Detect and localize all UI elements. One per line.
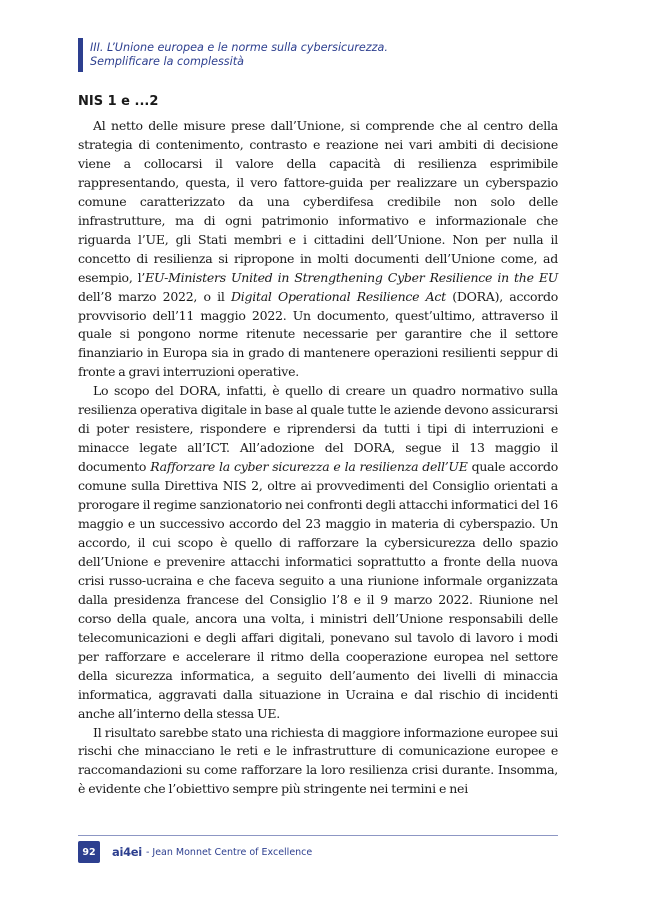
paragraph-2-italic-title: Rafforzare la cyber sicurezza e la resilienza dell’UE <box>150 459 468 475</box>
paragraph-3 <box>78 724 558 800</box>
paragraph-3-text: Il risultato sarebbe stato una richiesta di maggiore informazione europee sui rischi che minacciano le reti e le infrastrutture di comunicazione europee e raccomandazioni su come rafforzare la loro resilienza crisi durante. Insomma, è evidente che l’obiettivo sempre più stringente nei termini e nei <box>78 724 558 797</box>
running-header <box>78 38 388 72</box>
paragraph-2-text-a: Lo scopo del DORA, infatti, è quello di creare un quadro normativo sulla resilienza operativa digitale in base al quale tutte le aziende devono assicurarsi di poter resistere, rispondere e riprendersi da tutti i tipi di interruzioni e minacce legate all’ICT. All’adozione del DORA, segue il 13 maggio il documento <box>78 383 558 475</box>
footer-tagline: - Jean Monnet Centre of Excellence <box>145 846 313 858</box>
paragraph-2-text-c: quale accordo comune sulla Direttiva NIS 2, oltre ai provvedimenti del Consiglio orientati a prorogare il regime sanzionatorio nei confronti degli attacchi informatici del 16 maggio e un successivo accordo del 23 maggio in materia di cyberspazio. Un accordo, il cui scopo è quello di rafforzare la cybersicurezza dello spazio dell’Unione e prevenire attacchi informatici soprattutto a fronte della nuova crisi russo-ucraina e che faceva seguito a una riunione informale organizzata dalla presidenza francese del Consiglio l’8 e il 9 marzo 2022. Riunione nel corso della quale, ancora una volta, i ministri dell’Unione responsabili delle telecomunicazioni e degli affari digitali, ponevano sul tavolo di lavoro i modi per rafforzare e accelerare il ritmo della cooperazione europea nel settore della sicurezza informatica, a seguito dell’aumento dei livelli di minaccia informatica, aggravati dalla situazione in Ucraina e dal rischio di incidenti anche all’interno della stessa UE. <box>78 459 558 721</box>
running-header-line-1: III. L’Unione europea e le norme sulla cybersicurezza. <box>90 41 388 54</box>
paragraph-1-text-e: (DORA), accordo provvisorio dell’11 maggio 2022. Un documento, quest’ultimo, attraverso il quale si pongono norme ritenute necessarie per garantire che il settore finanziario in Europa sia in grado di mantenere operazioni resilienti seppur di fronte a gravi interruzioni operative. <box>78 288 559 380</box>
running-header-line-2: Semplificare la complessità <box>90 55 244 68</box>
header-accent-bar <box>78 38 83 72</box>
paragraph-1 <box>78 117 558 382</box>
running-header-text <box>90 38 388 72</box>
paragraph-1-italic-title-2: Digital Operational Resilience Act <box>230 288 446 304</box>
paragraph-1-italic-title-1: EU-Ministers United in Strengthening Cyber Resilience in the EU <box>145 269 558 285</box>
paragraph-1-text-a: Al netto delle misure prese dall’Unione, si comprende che al centro della strategia di contenimento, contrasto e reazione nei vari ambiti di decisione viene a collocarsi il valore della capacità di resilienza esprimibile rappresentando, questa, il vero fattore-guida per realizzare un cyberspazio comune caratterizzato da una cyberdifesa credibile non solo delle infrastrutture, ma di ogni patrimonio informativo e informazionale che riguarda l’UE, gli Stati membri e i cittadini dell’Unione. Non per nulla il concetto di resilienza si ripropone in molti documenti dell’Unione come, ad esempio, l’ <box>78 118 558 285</box>
footer-divider <box>78 835 558 836</box>
section-heading: NIS 1 e ...2 <box>78 94 159 109</box>
page-footer <box>78 841 312 863</box>
body-text <box>78 117 558 799</box>
page-number-badge: 92 <box>78 841 100 863</box>
paragraph-2 <box>78 382 558 723</box>
paragraph-1-text-c: dell’8 marzo 2022, o il <box>78 288 231 304</box>
ai4ei-logo: ai4ei <box>112 845 142 859</box>
